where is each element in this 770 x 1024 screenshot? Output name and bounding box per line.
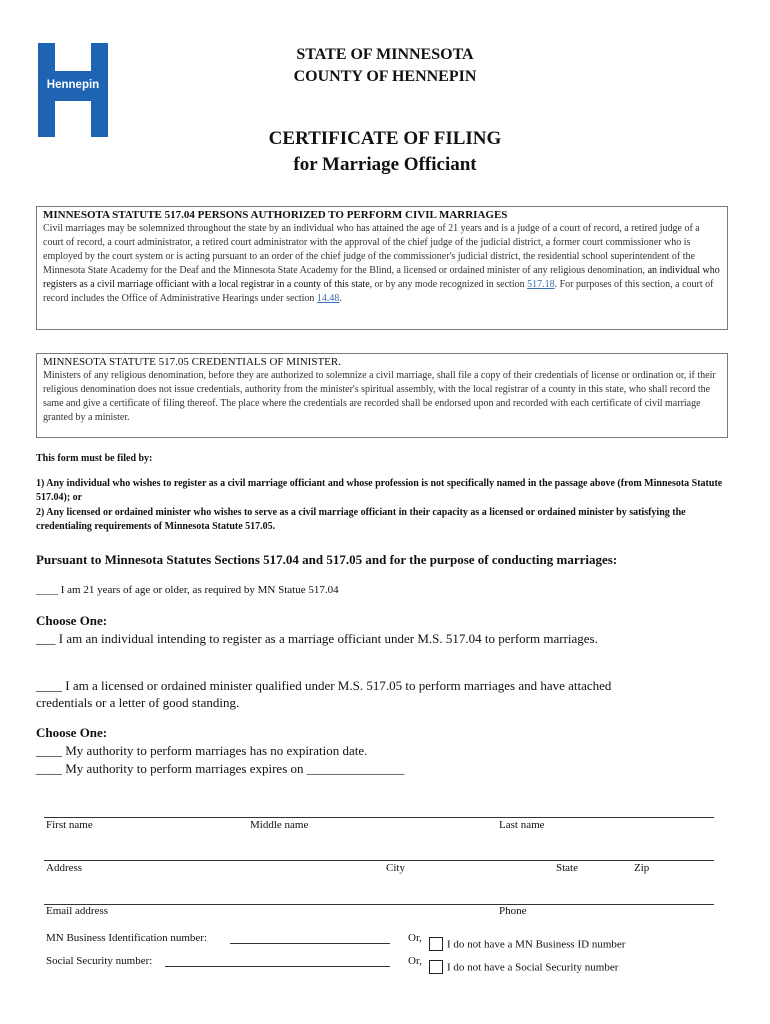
no-ssn-checkbox[interactable] [429,960,443,974]
option-expires-on[interactable]: ____ My authority to perform marriages expires on _______________ [36,761,405,776]
statute-517-05-title: MINNESOTA STATUTE 517.05 CREDENTIALS OF MINISTER. [43,356,341,368]
filed-by-heading: This form must be filed by: [36,453,153,464]
no-ssn-label: I do not have a Social Security number [447,961,619,974]
last-name-label: Last name [499,819,545,831]
hennepin-logo-graphic [38,43,108,137]
link-517-18[interactable]: 517.18 [527,279,555,290]
option-no-expiration[interactable]: ____ My authority to perform marriages has no expiration date. [36,743,368,758]
mn-business-id-label: MN Business Identification number: [46,932,208,944]
statute-517-04-emphasis: an individual who registers as a civil marriage officiant with a local registrar in a county of this state [43,265,720,290]
option-licensed-minister[interactable]: ____ I am a licensed or ordained minister qualified under M.S. 517.05 to perform marriages and have attached credentials or a letter of good standing. [36,678,612,710]
ssn-label: Social Security number: [46,955,153,967]
county-heading: COUNTY OF HENNEPIN [293,68,477,85]
address-label: Address [46,862,83,874]
filed-by-item-1: 1) Any individual who wishes to register as a civil marriage officiant and whose profession is not specifically named in the passage above (from Minnesota Statute 517.04); or [36,478,723,503]
hennepin-logo [38,43,108,137]
name-signature-line[interactable] [44,817,714,818]
address-line[interactable] [44,860,714,861]
no-ssn-checkbox-row[interactable] [429,958,618,976]
statute-517-04-box [36,206,728,330]
city-label: City [386,862,405,874]
or-label-1: Or, [408,932,422,944]
statute-517-05-body: Ministers of any religious denomination, before they are authorized to solemnize a civil marriage, shall file a copy of their credentials of license or ordination or, if their religious denomination does not issue credentials, authority from the minister's spiritual assembly, with the local registrar of a county in this state, who shall record the same and give a certificate of filing thereof. The place where the credentials are recorded shall be endorsed upon and recorded with each certificate of civil marriage granted by a minister. [43,370,716,423]
choose-one-heading-2: Choose One: [36,725,108,740]
no-business-id-label: I do not have a MN Business ID number [447,938,626,951]
phone-label: Phone [499,905,527,917]
state-heading: STATE OF MINNESOTA [296,46,474,63]
middle-name-label: Middle name [250,819,309,831]
or-label-2: Or, [408,955,422,967]
statute-517-04-title: MINNESOTA STATUTE 517.04 PERSONS AUTHORIZED TO PERFORM CIVIL MARRIAGES [43,209,508,221]
email-phone-line[interactable] [44,904,714,905]
zip-label: Zip [634,862,650,874]
ssn-field[interactable] [165,966,390,967]
statute-517-05-box [36,353,728,438]
logo-text: Hennepin [46,79,100,91]
email-label: Email address [46,905,109,917]
option-individual-officiant[interactable]: ___ I am an individual intending to register as a marriage officiant under M.S. 517.04 to perform marriages. [36,631,598,646]
no-business-id-checkbox[interactable] [429,937,443,951]
document-title: CERTIFICATE OF FILING [268,128,502,149]
document-subtitle: for Marriage Officiant [293,154,477,175]
age-confirmation-line[interactable]: ____ I am 21 years of age or older, as required by MN Statue 517.04 [36,584,339,596]
state-label: State [556,862,578,874]
no-business-id-checkbox-row[interactable] [429,935,625,953]
filed-by-item-2: 2) Any licensed or ordained minister who wishes to serve as a civil marriage officiant in their capacity as a licensed or ordained minister by satisfying the credentialing requirements of Minnesota Statute 517.05. [36,507,686,532]
pursuant-statement: Pursuant to Minnesota Statutes Sections 517.04 and 517.05 and for the purpose of conducting marriages: [36,552,618,567]
link-14-48[interactable]: 14.48 [316,293,340,304]
statute-517-04-body: Civil marriages may be solemnized throughout the state by an individual who has attained the age of 21 years and is a judge of a court of record, a retired judge of a court of record, a court administrator, a retired court administrator with the approval of the chief judge of the judicial district, a former court commissioner who is employed by the court system or is acting pursuant to an order of the chief judge of the commissioner's judicial district, the residential school superintendent of the Minnesota State Academy for the Deaf and the Minnesota State Academy for the Blind, a licensed or ordained minister of any religious denomination, an individual who registers as a civil marriage officiant with a local registrar in a county of this state, or by any mode recognized in section 517.18. For purposes of this section, a court of record includes the Office of Administrative Hearings under section 14.48. [43,223,720,304]
mn-business-id-field[interactable] [230,943,390,944]
first-name-label: First name [46,819,93,831]
choose-one-heading-1: Choose One: [36,613,108,628]
